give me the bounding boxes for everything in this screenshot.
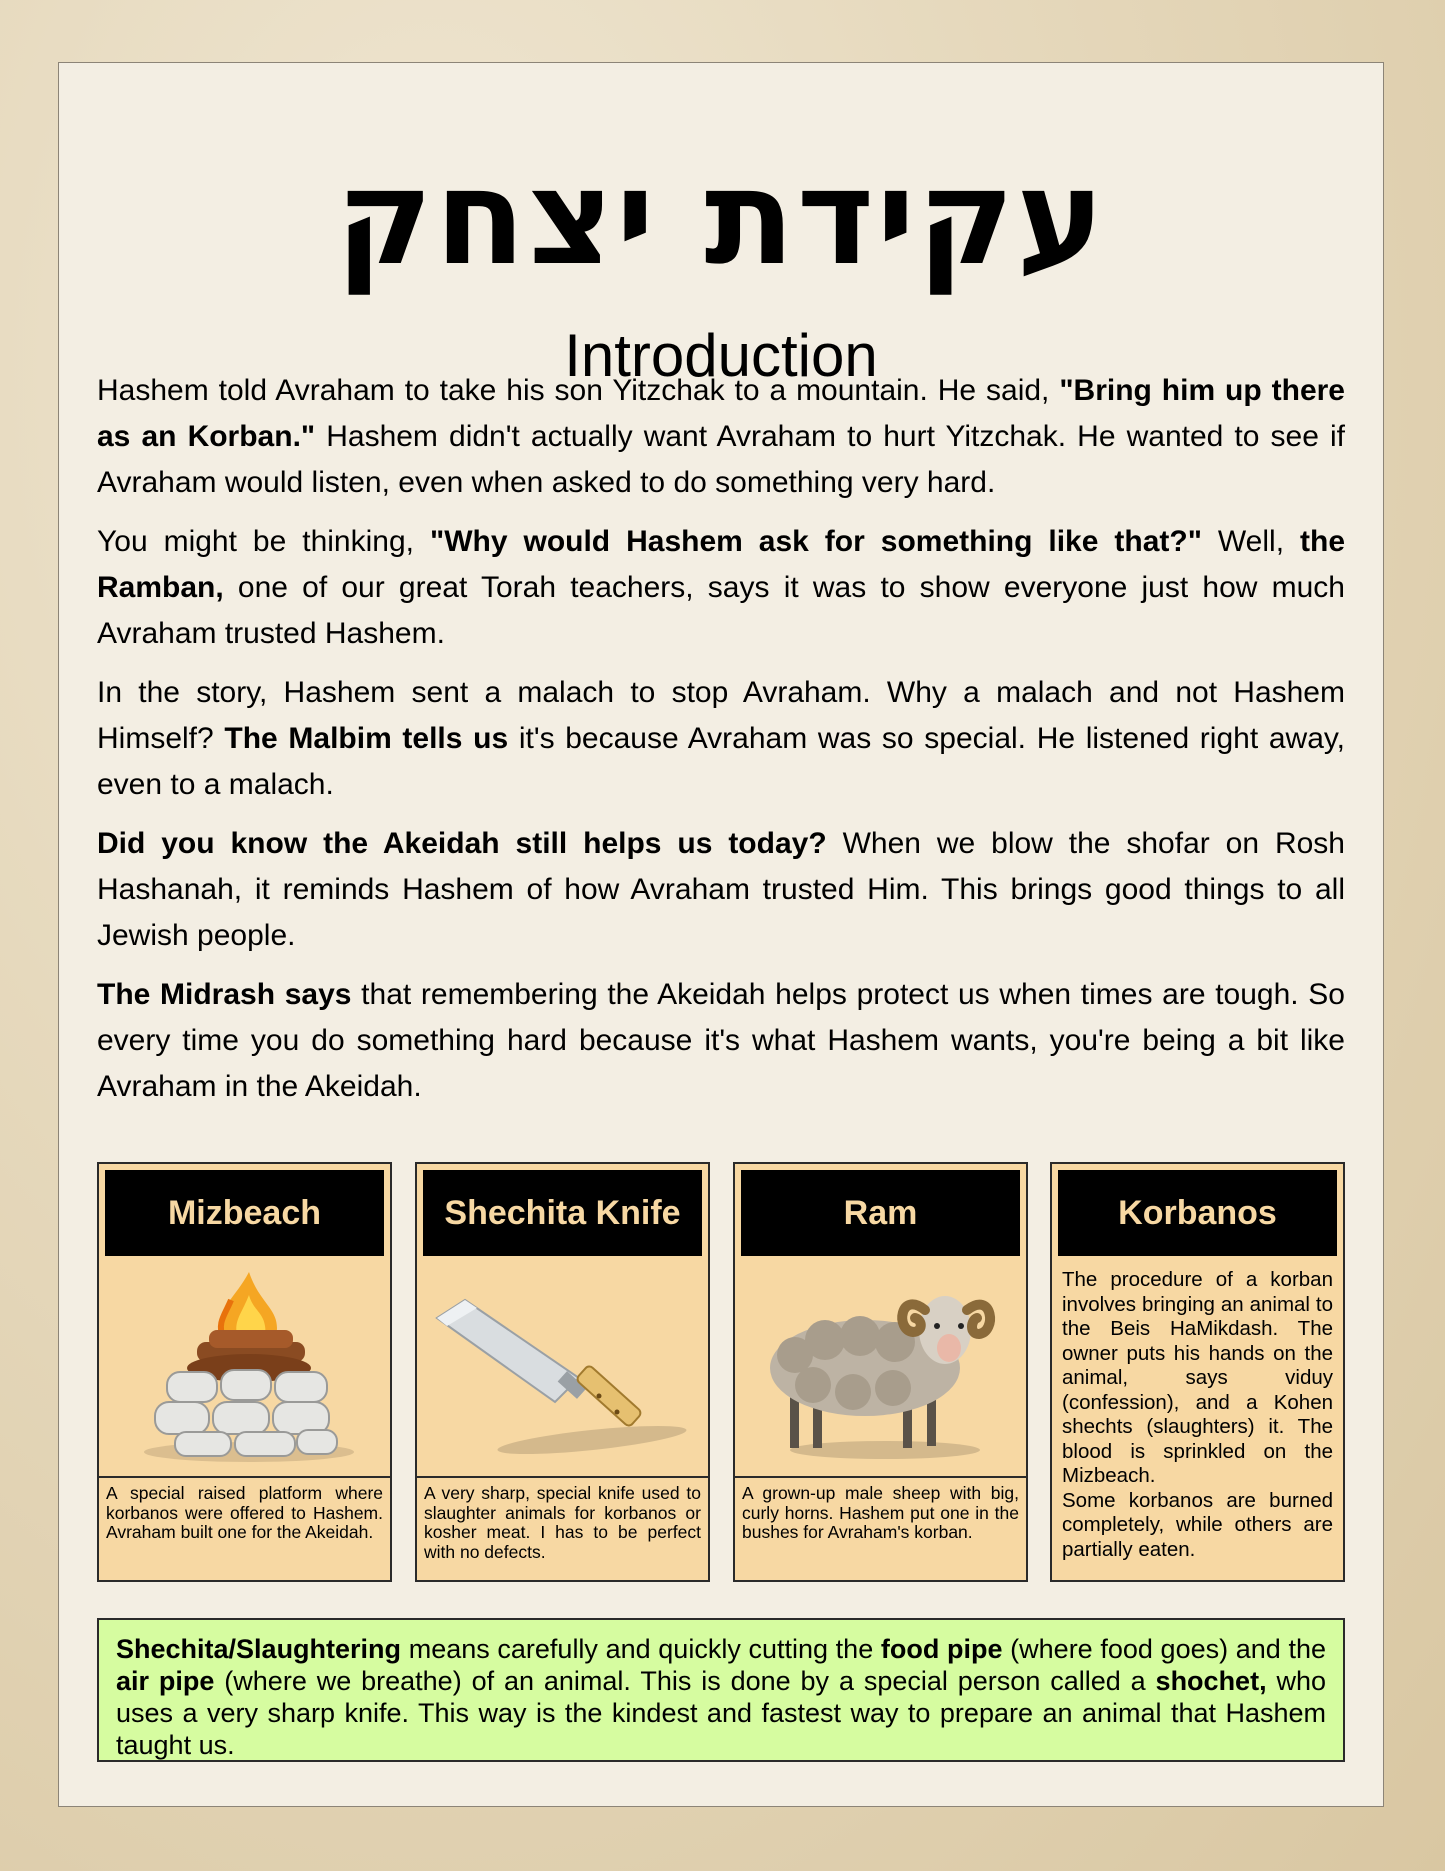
mizbeach-icon bbox=[99, 1260, 390, 1466]
intro-section bbox=[97, 368, 1345, 1123]
cards-row bbox=[97, 1162, 1345, 1582]
card-description: A special raised platform where korbanos were offered to Hashem. Avraham built one for the Akeidah. bbox=[99, 1476, 390, 1580]
page-title-hebrew: עקידת יצחק bbox=[335, 141, 1107, 295]
card-shechita-knife bbox=[415, 1162, 710, 1582]
paragraph-5: The Midrash says that remembering the Akeidah helps protect us when times are tough. So every time you do something hard because it's what Hashem wants, you're being a bit like Avraham in the Akeidah. bbox=[97, 978, 1345, 1103]
paragraph-1: Hashem told Avraham to take his son Yitzchak to a mountain. He said, "Bring him up there as an Korban." Hashem didn't actually want Avraham to hurt Yitzchak. He wanted to see if Avraham would listen, even when asked to do something very hard. bbox=[97, 374, 1345, 499]
card-title: Shechita Knife bbox=[423, 1170, 702, 1256]
card-description: A very sharp, special knife used to slaughter animals for korbanos or kosher meat. I has to be perfect with no defects. bbox=[417, 1476, 708, 1580]
card-title: Korbanos bbox=[1058, 1170, 1337, 1256]
card-title: Ram bbox=[741, 1170, 1020, 1256]
ram-icon bbox=[735, 1260, 1026, 1466]
korbanos-text-1: The procedure of a korban involves bringing an animal to the Beis HaMikdash. The owner puts his hands on the animal, says viduy (confession), and a Kohen shechts (slaughters) it. The blood is sprinkled on the Mizbeach. bbox=[1062, 1268, 1333, 1487]
card-description: A grown-up male sheep with big, curly horns. Hashem put one in the bushes for Avraham's korban. bbox=[735, 1476, 1026, 1580]
card-title: Mizbeach bbox=[105, 1170, 384, 1256]
card-mizbeach bbox=[97, 1162, 392, 1582]
korbanos-text-2: Some korbanos are burned completely, while others are partially eaten. bbox=[1062, 1488, 1333, 1561]
card-description bbox=[1062, 1268, 1333, 1562]
paragraph-4: Did you know the Akeidah still helps us today? When we blow the shofar on Rosh Hashanah, it reminds Hashem of how Avraham trusted Him. This brings good things to all Jewish people. bbox=[97, 827, 1345, 952]
paragraph-3: In the story, Hashem sent a malach to stop Avraham. Why a malach and not Hashem Himself? The Malbim tells us it's because Avraham was so special. He listened right away, even to a malach. bbox=[97, 676, 1345, 801]
shechita-note-box: Shechita/Slaughtering means carefully and quickly cutting the food pipe (where food goes) and the air pipe (where we breathe) of an animal. This is done by a special person called a shochet, who uses a very sharp knife. This way is the kindest and fastest way to prepare an animal that Hashem taught us. bbox=[97, 1618, 1345, 1762]
knife-icon bbox=[417, 1260, 708, 1466]
card-ram bbox=[733, 1162, 1028, 1582]
card-korbanos bbox=[1050, 1162, 1345, 1582]
paragraph-2: You might be thinking, "Why would Hashem ask for something like that?" Well, the Ramban, one of our great Torah teachers, says it was to show everyone just how much Avraham trusted Hashem. bbox=[97, 525, 1345, 650]
page-subtitle: Introduction bbox=[564, 322, 878, 389]
